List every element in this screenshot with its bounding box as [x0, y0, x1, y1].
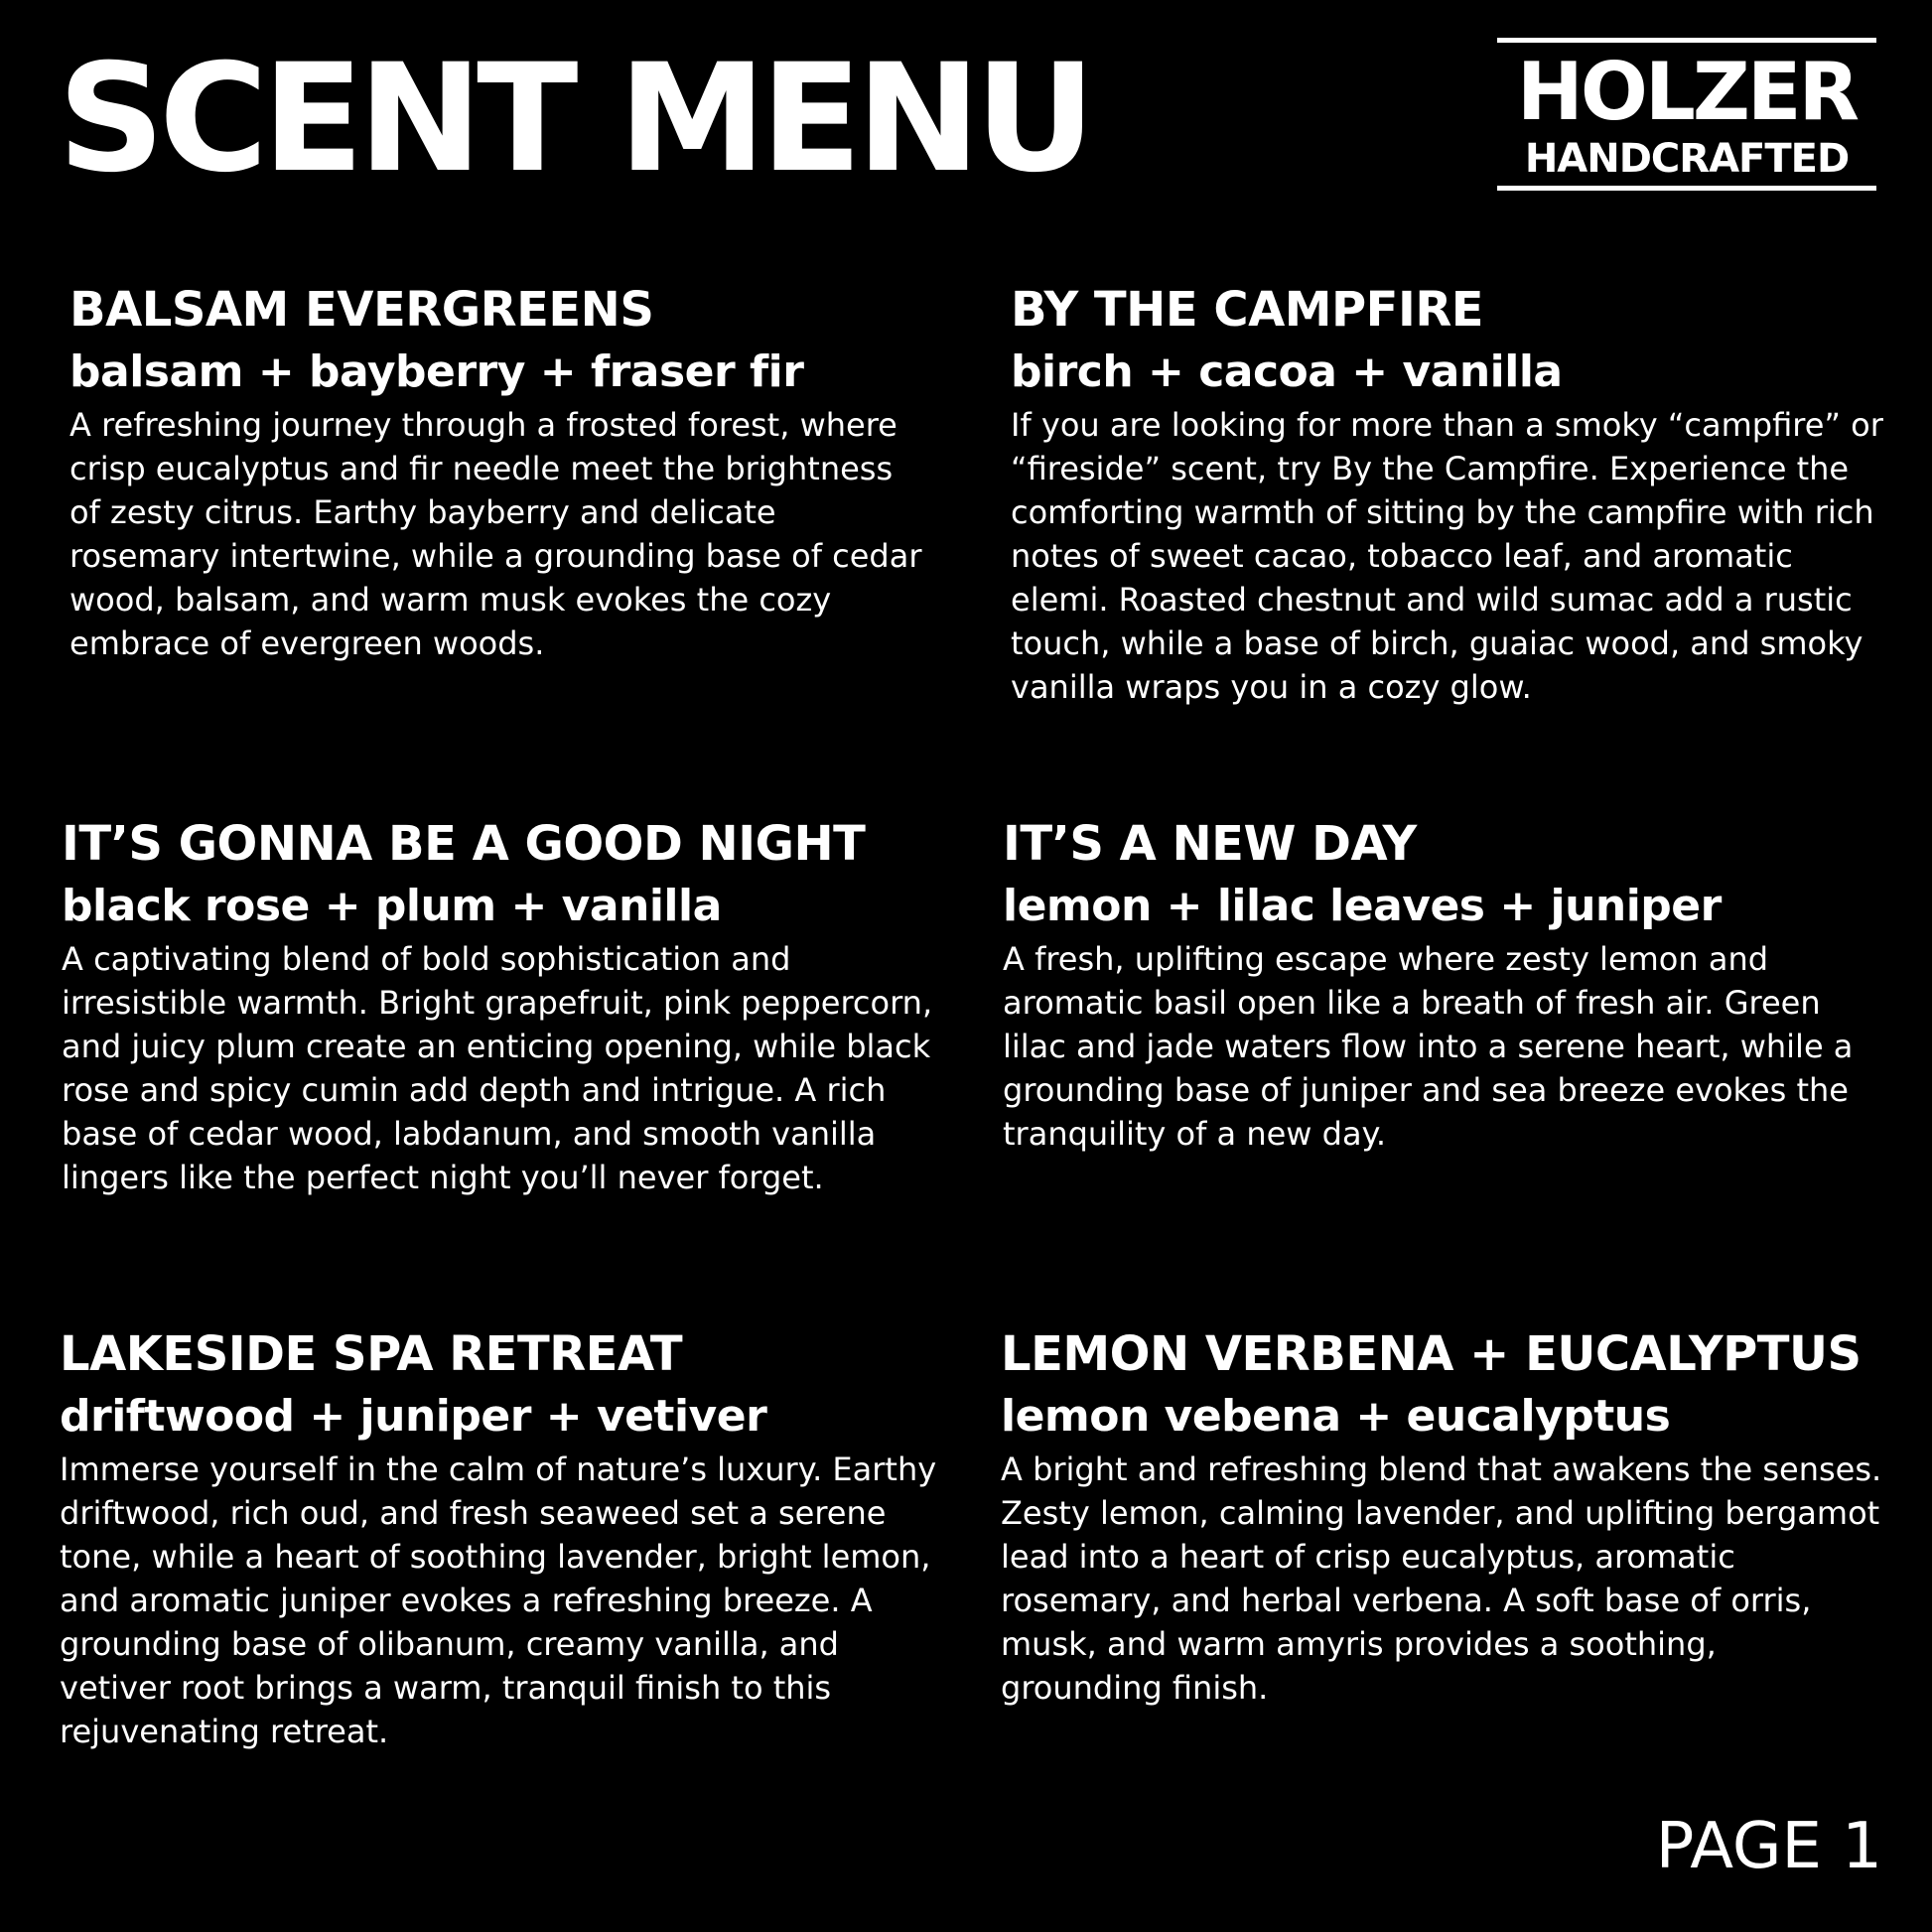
scent-description: If you are looking for more than a smoky “campfire” or “fireside” scent, try By the Campfire. Experience the comforting warmth of sitting by the campfire with rich notes of sweet cacao, tobacco leaf, and aromatic elemi. Roasted chestnut and wild sumac add a rustic touch, while a base of birch, guaiac wood, and smoky vanilla wraps you in a cozy glow.	[1011, 406, 1883, 706]
scent-description: A captivating blend of bold sophistication and irresistible warmth. Bright grapefruit, pink peppercorn, and juicy plum create an enticing opening, while black rose and spicy cumin add depth and intrigue. A rich base of cedar wood, labdanum, and smooth vanilla lingers like the perfect night you’ll never forget.	[62, 940, 933, 1196]
scent-name: BALSAM EVERGREENS	[69, 282, 654, 338]
scent-card-lemon-verbena-eucalyptus	[1001, 1322, 1884, 1710]
scent-card-by-the-campfire	[1011, 278, 1884, 709]
scent-description: A bright and refreshing blend that awakens the senses. Zesty lemon, calming lavender, and uplifting bergamot lead into a heart of crisp eucalyptus, aromatic rosemary, and herbal verbena. A soft base of orris, musk, and warm amyris provides a soothing, grounding finish.	[1001, 1450, 1882, 1707]
brand-logo	[1497, 38, 1876, 191]
scent-name: BY THE CAMPFIRE	[1011, 282, 1484, 338]
scent-notes: birch + cacoa + vanilla	[1011, 346, 1563, 397]
page-title: SCENT MENU	[58, 33, 1090, 206]
scent-card-balsam-evergreens	[69, 278, 923, 665]
scent-name: LAKESIDE SPA RETREAT	[60, 1326, 683, 1382]
scent-notes: driftwood + juniper + vetiver	[60, 1391, 767, 1442]
brand-name: HOLZER	[1516, 46, 1858, 138]
scent-card-lakeside-spa-retreat	[60, 1322, 953, 1753]
page-number: PAGE 1	[1655, 1810, 1882, 1883]
brand-tagline: HANDCRAFTED	[1524, 136, 1850, 182]
scent-card-good-night	[62, 812, 935, 1199]
scent-name: LEMON VERBENA + EUCALYPTUS	[1001, 1326, 1862, 1382]
scent-description: A fresh, uplifting escape where zesty lemon and aromatic basil open like a breath of fresh air. Green lilac and jade waters flow into a serene heart, while a grounding base of juniper and sea breeze evokes the tranquility of a new day.	[1003, 940, 1854, 1153]
scent-notes: black rose + plum + vanilla	[62, 881, 722, 931]
scent-card-new-day	[1003, 812, 1876, 1156]
scent-description: Immerse yourself in the calm of nature’s luxury. Earthy driftwood, rich oud, and fresh seaweed set a serene tone, while a heart of soothing lavender, bright lemon, and aromatic juniper evokes a refreshing breeze. A grounding base of olibanum, creamy vanilla, and vetiver root brings a warm, tranquil finish to this rejuvenating retreat.	[60, 1450, 937, 1750]
scent-notes: balsam + bayberry + fraser fir	[69, 346, 804, 397]
scent-notes: lemon vebena + eucalyptus	[1001, 1391, 1671, 1442]
scent-notes: lemon + lilac leaves + juniper	[1003, 881, 1722, 931]
scent-description: A refreshing journey through a frosted forest, where crisp eucalyptus and fir needle meet the brightness of zesty citrus. Earthy bayberry and delicate rosemary intertwine, while a grounding base of cedar wood, balsam, and warm musk evokes the cozy embrace of evergreen woods.	[69, 406, 922, 662]
scent-name: IT’S A NEW DAY	[1003, 816, 1417, 872]
scent-name: IT’S GONNA BE A GOOD NIGHT	[62, 816, 866, 872]
